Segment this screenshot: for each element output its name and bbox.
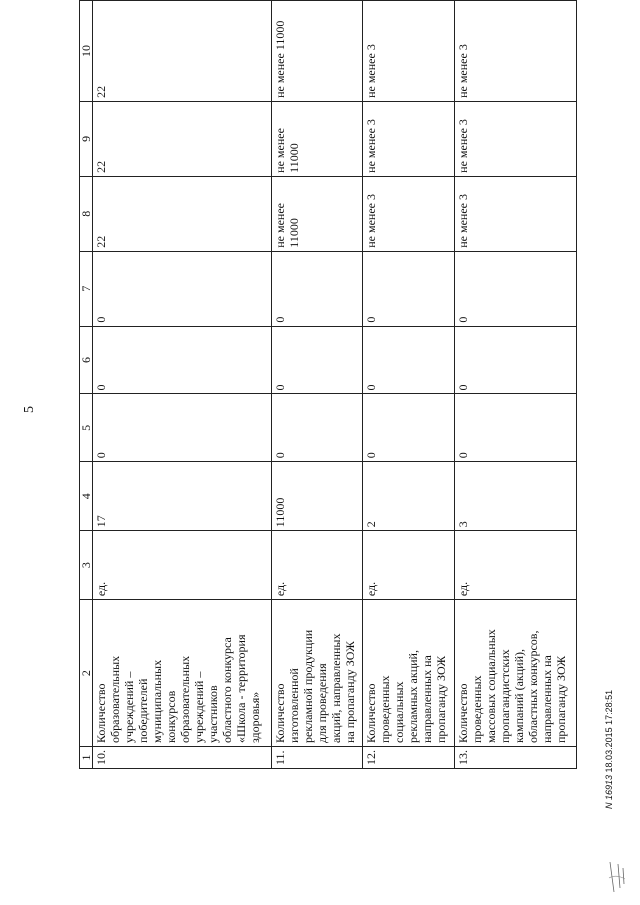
value-cell: 0	[455, 251, 577, 326]
indicator-name: Количество проведенных массовых социальных пропагандистских кампаний (акций), областных конкурсов, направленных на пропаганду ЗОЖ	[455, 600, 577, 747]
header-cell: 2	[80, 600, 93, 747]
value-cell: 0	[93, 251, 272, 326]
page-number: 5	[22, 406, 37, 413]
value-cell: 0	[363, 251, 455, 326]
table-row	[93, 1, 272, 769]
value-cell: не менее 3	[363, 1, 455, 102]
row-number: 12.	[363, 747, 455, 769]
value-cell: не менее 3	[363, 176, 455, 251]
document-footer	[604, 690, 614, 809]
row-number: 11.	[272, 747, 363, 769]
header-cell: 4	[80, 462, 93, 531]
header-cell: 3	[80, 531, 93, 600]
header-cell: 5	[80, 394, 93, 462]
table-row	[455, 1, 577, 769]
value-cell: не менее 3	[455, 176, 577, 251]
unit-cell: ед.	[272, 531, 363, 600]
value-cell: не менее 11000	[272, 101, 363, 176]
row-number: 13.	[455, 747, 577, 769]
header-cell: 10	[80, 1, 93, 102]
value-cell: 0	[363, 394, 455, 462]
row-number: 10.	[93, 747, 272, 769]
value-cell: 0	[272, 394, 363, 462]
value-cell: не менее 3	[363, 101, 455, 176]
unit-cell: ед.	[363, 531, 455, 600]
value-cell: 0	[455, 394, 577, 462]
value-cell: 2	[363, 462, 455, 531]
value-cell: 17	[93, 462, 272, 531]
header-cell: 9	[80, 101, 93, 176]
value-cell: 11000	[272, 462, 363, 531]
header-cell: 6	[80, 326, 93, 394]
value-cell: 0	[93, 326, 272, 394]
indicator-name: Количество образовательных учреждений – победителей муниципальных конкурсов образовательных учреждений – участников областного конкурса «Школа - территория здоровья»	[93, 600, 272, 747]
table-header-row	[80, 1, 93, 769]
header-cell: 1	[80, 747, 93, 769]
value-cell: не менее 11000	[272, 176, 363, 251]
value-cell: 0	[272, 251, 363, 326]
value-cell: 0	[272, 326, 363, 394]
value-cell: 0	[363, 326, 455, 394]
value-cell: 22	[93, 1, 272, 102]
document-timestamp: 18.03.2015 17:28:51	[604, 689, 614, 773]
table-row	[363, 1, 455, 769]
scan-stamp-mark	[606, 858, 628, 896]
value-cell: 22	[93, 176, 272, 251]
value-cell: 0	[455, 326, 577, 394]
value-cell: не менее 3	[455, 101, 577, 176]
value-cell: 0	[93, 394, 272, 462]
unit-cell: ед.	[455, 531, 577, 600]
header-cell: 8	[80, 176, 93, 251]
value-cell: 22	[93, 101, 272, 176]
indicator-name: Количество проведенных социальных рекламных акций, направленных на пропаганду ЗОЖ	[363, 600, 455, 747]
value-cell: не менее 3	[455, 1, 577, 102]
unit-cell: ед.	[93, 531, 272, 600]
value-cell: не менее 11000	[272, 1, 363, 102]
indicators-table	[79, 0, 577, 769]
indicator-name: Количество изготовленной рекламной продукции для проведения акций, направленных на пропаганду ЗОЖ	[272, 600, 363, 747]
document-number: N 16913	[604, 774, 614, 809]
header-cell: 7	[80, 251, 93, 326]
value-cell: 3	[455, 462, 577, 531]
table-row	[272, 1, 363, 769]
